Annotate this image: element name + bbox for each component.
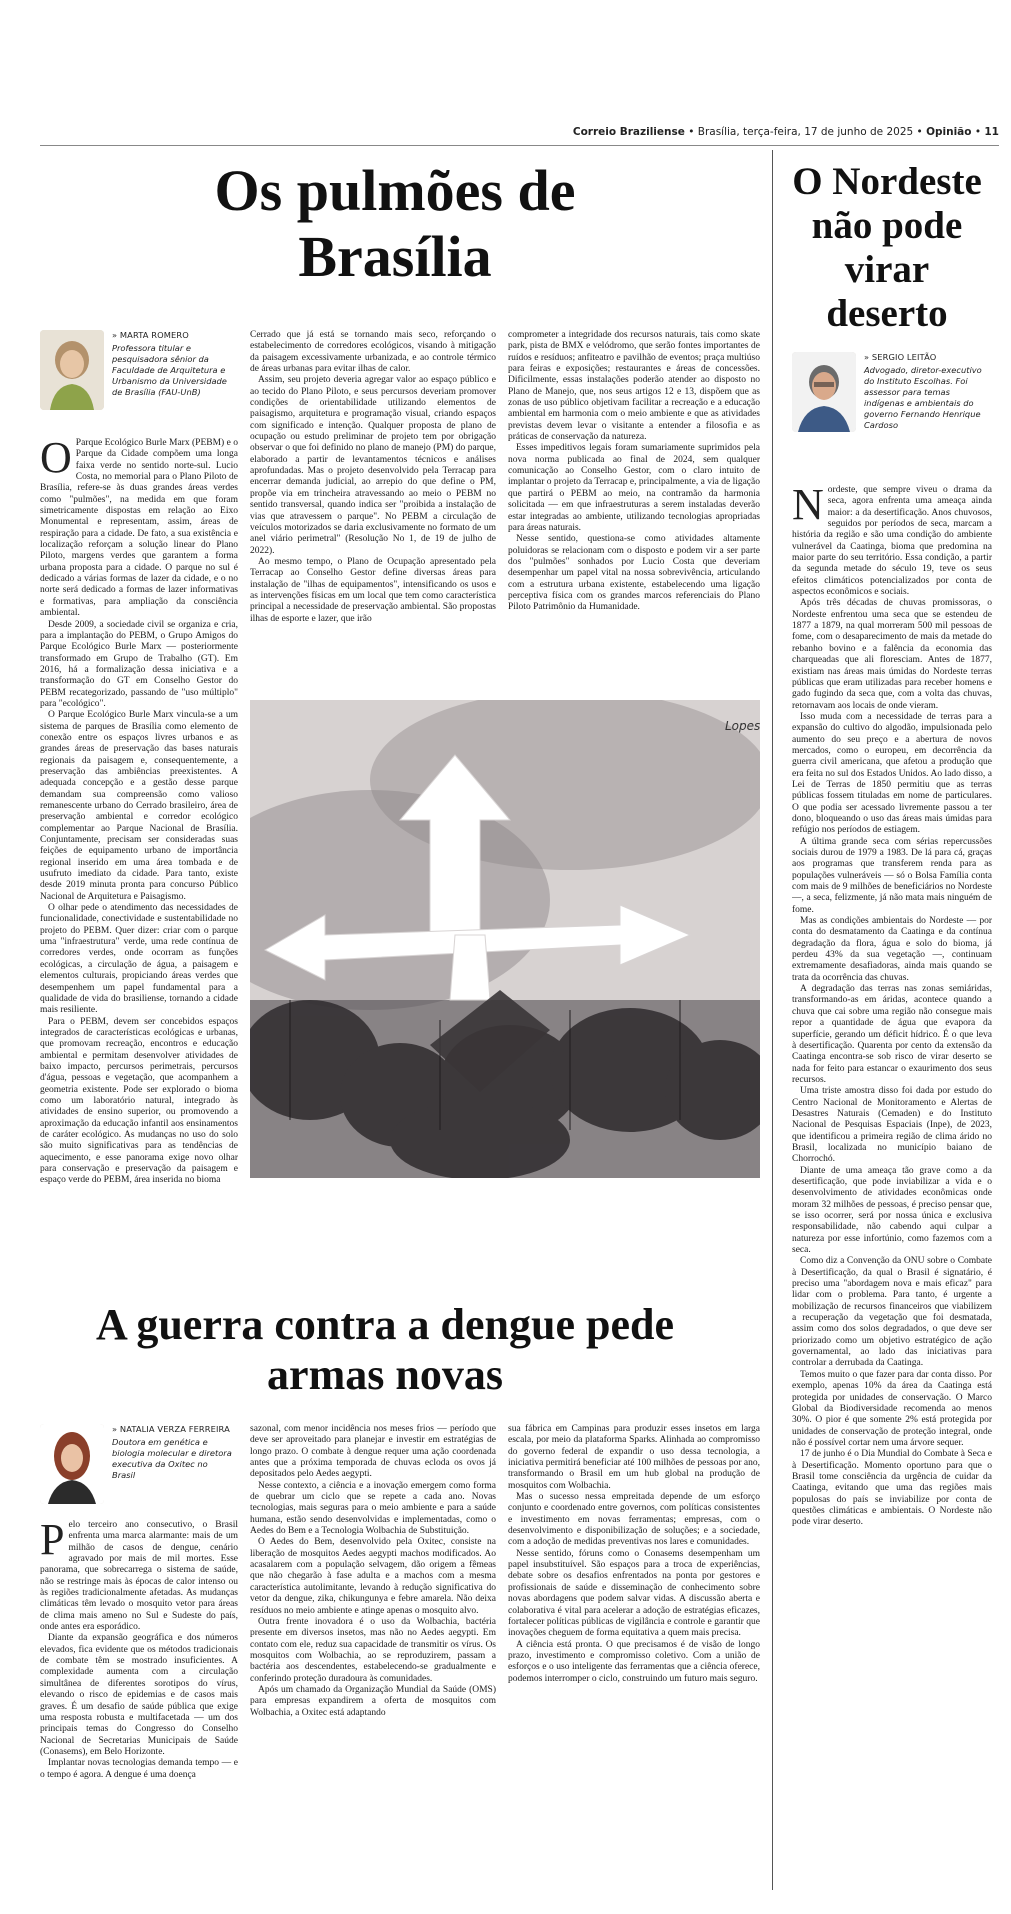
- header-separator: •: [974, 126, 982, 138]
- article-2-column-3: [508, 1424, 760, 1890]
- article-2-column-1: [40, 1520, 238, 1890]
- article-2-paragraph: A ciência está pronta. O que precisamos é de visão de longo prazo, investimento e compromisso coletivo. Com a união de esforços e o uso inteligente das ferramentas que a ciência oferece, podemos interromper o ciclo, construindo um futuro mais seguro.: [508, 1639, 760, 1684]
- article-1-paragraph: Assim, seu projeto deveria agregar valor ao espaço público e ao tecido do Plano Piloto, e seus percursos deveriam promover condições de orientabilidade utilizando elementos de paisagismo, arquitetura e programação visual, criando espaços com significado e intenção. Qualquer proposta de plano de ocupação ou estudo preliminar de projeto tem por obrigação observar o que foi definido no plano de manejo (PM) do parque, elaborado a partir de levantamentos técnicos e análises aprofundadas. Mas o projeto desenvolvido pela Terracap para encerrar demanda judicial, ao arrepio do que define o PM, propõe via em trincheira atravessando ao meio o PEBM no sentido transversal, quando indica ser "proibida a instalação de vias que atravessem o parque". No PEBM a circulação de veículos motorizados se daria exclusivamente no formato de um anel viário perimetral" (Resolução No 1, de 19 de julho de 2022).: [250, 375, 496, 556]
- article-2-paragraph: Mas o sucesso nessa empreitada depende de um esforço conjunto e coordenado entre governos, com políticas consistentes e investimento em novas ferramentas; empresas, com o desenvolvimento e disponibilização de soluções; e a sociedade, com a adoção de medidas preventivas nos lares e comunidades.: [508, 1492, 760, 1548]
- article-1-column-2: [250, 330, 496, 690]
- page-header: [40, 126, 999, 142]
- article-1-paragraph: Para o PEBM, devem ser concebidos espaços integrados de características ecológicas e urbanas, que promovam recreação, encontros e educação ambiental e permitam desenvolver atividades de baixo impacto, percursos perimetrais, percursos d'água, pessoas e vegetação, que acompanhem a geometria existente. Pode ser explorado o bioma como um laboratório natural, integrado às atividades de ensino superior, ou promovendo a aproximação da educação infantil aos ensinamentos de caráter ecológico. As mudanças no uso do solo são muito significativas para as tendências de aquecimento, e esse panorama exige novo olhar para conservação e preservação da paisagem e espaço verde do PEBM, área inserida no bioma: [40, 1016, 238, 1186]
- article-3-paragraph: 17 de junho é o Dia Mundial do Combate à Seca e à Desertificação. Momento oportuno para que o Brasil tome consciência da urgência de cuidar da Caatinga, evitando que uma das regiões mais populosas do país se inviabilize por conta de questões climáticas e ambientais. O Nordeste não pode virar deserto.: [792, 1449, 992, 1528]
- article-2-dropcap: P: [40, 1520, 65, 1564]
- author-photo-natalia: [40, 1424, 104, 1504]
- article-1-illustration: [250, 700, 760, 1178]
- article-1-paragraph: Esses impeditivos legais foram sumariamente suprimidos pela nova norma publicada ao final de 2024, sem qualquer comunicação ao Conselho Gestor, com o claro intuito de implantar o projeto da Terracap e, principalmente, a via de ligação que partirá o PEBM ao meio, na contramão da harmonia solicitada — em que infraestruturas a serem instaladas deverão estar integradas ao ambiente, utilizando tecnologias apropriadas para áreas naturais.: [508, 443, 760, 533]
- article-3-paragraph: Temos muito o que fazer para dar conta disso. Por exemplo, apenas 10% da área da Caatinga está protegida por unidades de conservação. O Marco Global da Biodiversidade recomenda ao menos 30%. O pior é que somente 2% está protegida por unidades de conservação de proteção integral, onde não é possível cortar nem uma árvore sequer.: [792, 1369, 992, 1448]
- article-3-paragraph: Isso muda com a necessidade de terras para a expansão do cultivo do algodão, impulsionada pelo aumento do seu preço e a abertura de novos mercados, como o europeu, em decorrência da guerra civil americana, que afetou a produção que era feita no sul dos Estados Unidos. Ao lado disso, a Lei de Terras de 1850 permitiu que as terras públicas fossem tituladas em nome de particulares. O que podia ser acessado livremente passou a ter dono, bloqueando o uso das áreas mais úmidas para refúgio nos períodos de estiagem.: [792, 711, 992, 836]
- article-1-column-3: [508, 330, 760, 690]
- article-1-paragraph: Parque Ecológico Burle Marx (PEBM) e o Parque da Cidade compõem uma longa faixa verde no sentido norte-sul. Lucio Costa, no memorial para o Plano Piloto de Brasília, refere-se às duas grandes áreas verdes como "pulmões", na medida em que foram simetricamente dispostas em relação ao Eixo Monumental e representam, assim, áreas de respiração para a cidade. De fato, a sua existência e localização reforçam a solução linear do Plano Piloto, margens verdes que garantem a forma urbana proposta para a cidade. O parque no sul é dedicado a várias formas de lazer da cidade, e o no norte será dedicado a formas de lazer informativas e formativas, para ampliação da consciência ambiental.: [40, 438, 238, 619]
- article-3-paragraph: Diante de uma ameaça tão grave como a da desertificação, que pode inviabilizar a vida e o desenvolvimento de atividades econômicas onde moram 32 milhões de pessoas, é preciso pensar que, se isso ocorrer, será por nossa única e exclusiva responsabilidade, não cabendo aqui culpar a natureza por esse infortúnio, como fazemos com a seca.: [792, 1165, 992, 1256]
- author-photo-sergio: [792, 352, 856, 432]
- article-2-title: A guerra contra a dengue pede armas novas: [95, 1300, 675, 1399]
- article-3-paragraph: ordeste, que sempre viveu o drama da seca, agora enfrenta uma ameaça ainda maior: a da desertificação. Anos chuvosos, seguidos por períodos de seca, marcam a história da região e são uma condição do ambiente vulnerável da Caatinga, bioma que predomina na maior parte do seu território. Essa condição, a partir da segunda metade do século 19, teve os seus efeitos climáticos potencializados por conta de aspectos econômicos e sociais.: [792, 485, 992, 598]
- article-2-paragraph: sazonal, com menor incidência nos meses frios — período que deve ser aproveitado para planejar e investir em estratégias de longo prazo. O combate à dengue requer uma ação coordenada antes que a próxima temporada de chuvas ecloda os ovos já depositados pelo Aedes aegypti.: [250, 1424, 496, 1480]
- article-2-paragraph: O Aedes do Bem, desenvolvido pela Oxitec, consiste na liberação de mosquitos Aedes aegypti machos modificados. Ao acasalarem com a população selvagem, dão origem a fêmeas que não chegarão à fase adulta e a machos com a mesma característica autolimitante, levando à redução significativa do vetor da dengue, zika, chikungunya e febre amarela. Não deixa resíduos no meio ambiente e atinge apenas o mosquito alvo.: [250, 1537, 496, 1616]
- author-name: » MARTA ROMERO: [112, 330, 189, 340]
- author-bio: Professora titular e pesquisadora sênior da Faculdade de Arquitetura e Urbanismo da Universidade de Brasília (FAU-UnB): [112, 343, 227, 397]
- article-1-author: [40, 330, 240, 420]
- header-rule: [40, 145, 999, 146]
- author-name: » SERGIO LEITÃO: [864, 352, 937, 362]
- article-3-author: [792, 352, 992, 442]
- article-3-paragraph: A degradação das terras nas zonas semiáridas, transformando-as em áridas, acontece quando a chuva que cai sobre uma região não consegue mais repor a quantidade de água que evapora da superfície, gerando um déficit hídrico. É o que leva à desertificação. Quarenta por cento da extensão da Caatinga encontra-se sob risco de virar deserto se nada for feito para estancar o exaurimento dos seus recursos.: [792, 984, 992, 1085]
- article-1-paragraph: O Parque Ecológico Burle Marx vincula-se a um sistema de parques de Brasília como elemento de conexão entre os espaços livres urbanos e as grandes áreas de preservação das bases naturais regionais da paisagem e, consequentemente, a preservação das ambiências preexistentes. A adequada concepção e a gestão desse parque demandam sua compreensão como valioso remanescente urbano do Cerrado brasileiro, área de preservação ambiental e corredor ecológico complementar ao Parque Nacional de Brasília. Conjuntamente, precisam ser consideradas suas feições de equipamento urbano de importância regional inserido em uma área tombada e de usufruto imediato da cidade. Para tanto, existe desde 2019 minuta pronta para concurso Público Nacional de Arquitetura e Paisagismo.: [40, 710, 238, 902]
- article-2-paragraph: Implantar novas tecnologias demanda tempo — e o tempo é agora. A dengue é uma doença: [40, 1758, 238, 1780]
- article-2-paragraph: elo terceiro ano consecutivo, o Brasil enfrenta uma marca alarmante: mais de um milhão de casos de dengue, cenário agravado por mais de mil mortes. Esse panorama, que sobrecarrega o sistema de saúde, não se restringe mais às épocas de calor intenso ou às regiões tradicionalmente afetadas. As mudanças climáticas têm levado o mosquito vetor para áreas de clima mais ameno no Sul e Sudeste do país, onde antes era esporádico.: [40, 1520, 238, 1633]
- article-1-paragraph: Ao mesmo tempo, o Plano de Ocupação apresentado pela Terracap ao Conselho Gestor define diversas áreas para instalação de "ilhas de equipamentos", intensificando os usos e as intervenções físicas em um local que tem como característica principal a necessidade de preservação ambiental. São propostas ilhas de esporte e lazer, que irão: [250, 556, 496, 624]
- article-2-paragraph: sua fábrica em Campinas para produzir esses insetos em larga escala, por meio da plataforma Sparks. Alinhada ao compromisso do governo federal de expandir o uso dessa tecnologia, a iniciativa permitirá beneficiar até 100 milhões de pessoas por ano, transformando o Brasil em um hub global na produção de mosquitos com Wolbachia.: [508, 1424, 760, 1491]
- illustrator-signature: Lopes: [725, 719, 760, 733]
- article-2-paragraph: Nesse sentido, fóruns como o Conasems desempenham um papel insubstituível. São espaços para a troca de experiências, debate sobre os desafios enfrentados na ponta por gestores e profissionais de saúde e disseminação de conhecimento sobre novas abordagens que podem salvar vidas. A discussão aberta e colaborativa é vital para acelerar a adoção de estratégias eficazes, fortalecer políticas públicas de vigilância e controle e garantir que inovações cheguem de forma equitativa a quem mais precisa.: [508, 1548, 760, 1639]
- article-3-title: O Nordeste não pode virar deserto: [792, 160, 982, 335]
- article-3-column: [792, 485, 992, 1890]
- article-2-column-2: [250, 1424, 496, 1890]
- article-2-paragraph: Diante da expansão geográfica e dos números elevados, fica evidente que os métodos tradicionais de combate têm se mostrado insuficientes. A complexidade aumenta com a circulação simultânea de diferentes sorotipos do vírus, elevando o risco de epidemias e de casos mais graves. É um desafio de saúde pública que exige uma resposta robusta e multifacetada — um dos principais temas do Congresso do Conselho Nacional de Secretarias Municipais de Saúde (Conasems), em Belo Horizonte.: [40, 1633, 238, 1757]
- section-name: Opinião: [926, 126, 972, 138]
- author-photo-marta: [40, 330, 104, 410]
- newspaper-name: Correio Braziliense: [572, 126, 685, 138]
- article-3-paragraph: Uma triste amostra disso foi dada por estudo do Centro Nacional de Monitoramento e Alertas de Desastres Naturais (Cemaden) e do Instituto Nacional de Pesquisas Espaciais (Inpe), de 2023, que identificou a primeira região de clima árido no Brasil, localizada no município baiano de Chorrochó.: [792, 1086, 992, 1165]
- author-bio: Doutora em genética e biologia molecular e diretora executiva da Oxitec no Brasil: [112, 1437, 232, 1480]
- article-3-paragraph: A última grande seca com sérias repercussões sociais durou de 1979 a 1983. De lá para cá, graças aos programas que transferem renda para as populações vulneráveis — só o Bolsa Família conta com mais de 9 milhões de beneficiários no Nordeste —, a seca, felizmente, já não mata mais ninguém de fome.: [792, 836, 992, 915]
- article-2-paragraph: Após um chamado da Organização Mundial da Saúde (OMS) para empresas expandirem a oferta de mosquitos com Wolbachia, a Oxitec está adaptando: [250, 1684, 496, 1718]
- article-1-paragraph: Cerrado que já está se tornando mais seco, reforçando o estabelecimento de corredores ecológicos, visando à mitigação da paisagem excessivamente urbanizada, e ao controle térmico de áreas urbanas para evitar ilhas de calor.: [250, 330, 496, 375]
- column-divider: [772, 150, 773, 1890]
- article-3-paragraph: Mas as condições ambientais do Nordeste — por conta do desmatamento da Caatinga e da contínua degradação da flora, água e solo do bioma, já perdeu 43% da sua vegetação —, continuam extremamente desafiadoras, ainda mais quando se trata da ocorrência das chuvas.: [792, 916, 992, 983]
- article-1-paragraph: Desde 2009, a sociedade civil se organiza e cria, para a implantação do PEBM, o Grupo Amigos do Parque Ecológico Burle Marx — posteriormente transformado em Grupo de Trabalho (GT). Em 2016, há a formalização dessa iniciativa e a transformação do GT em Conselho Gestor do PEBM recategorizado, passando de "uso múltiplo" para "ecológico".: [40, 619, 238, 709]
- article-2-paragraph: Outra frente inovadora é o uso da Wolbachia, bactéria presente em diversos insetos, mas não no Aedes aegypti. Em contato com ele, reduz sua capacidade de transmitir os vírus. Os mosquitos com Wolbachia, ao se reproduzirem, passam a bactéria aos descendentes, estabelecendo-se gradualmente e conferindo proteção duradoura às comunidades.: [250, 1616, 496, 1684]
- article-1-dropcap: O: [40, 438, 72, 482]
- dateline: • Brasília, terça-feira, 17 de junho de 2025 •: [688, 126, 923, 138]
- article-3-paragraph: Após três décadas de chuvas promissoras, o Nordeste enfrentou uma seca que se estendeu de 1877 a 1879, na qual morreram 500 mil pessoas de fome, com o desaparecimento de mais da metade do rebanho bovino e a falência da economia das charqueadas que ali floresciam. Antes de 1877, existiam nas áreas mais úmidas do Nordeste terras públicas que eram utilizadas para receber homens e gado fugindo da seca que, com a volta das chuvas, retornavam aos locais de onde vieram.: [792, 598, 992, 711]
- author-name: » NATALIA VERZA FERREIRA: [112, 1424, 230, 1434]
- article-1-paragraph: O olhar pede o atendimento das necessidades de funcionalidade, conectividade e sustentabilidade no projeto do PEBM. Quer dizer: criar com o parque uma "infraestrutura" verde, uma rede contínua de corredores verdes, onde ocorram as funções ecológicas, a circulação de água, a paisagem e elementos culturais, propiciando áreas verdes que desempenhem um papel fundamental para a qualidade de vida do brasiliense, tornando a cidade mais resiliente.: [40, 903, 238, 1016]
- page-number: 11: [984, 126, 999, 138]
- article-2-author: [40, 1424, 240, 1504]
- article-3-paragraph: Como diz a Convenção da ONU sobre o Combate à Desertificação, da qual o Brasil é signatário, é preciso uma "abordagem nova e mais eficaz" para lidar com o problema. Para tanto, é urgente a mobilização de recursos financeiros que viabilizem a recuperação da vegetação que foi desmatada, assim como dos solos degradados, o que deve ser priorizado como um objetivo estratégico de ação governamental, ao lado das iniciativas para controlar a derrubada da Caatinga.: [792, 1256, 992, 1369]
- article-3-dropcap: N: [792, 485, 824, 529]
- article-1-paragraph: Nesse sentido, questiona-se como atividades altamente poluidoras se relacionam com o disposto e podem vir a ser parte dos "pulmões" sonhados por Lucio Costa que deveriam desempenhar um papel vital na nossa sobrevivência, articulando com a estrutura urbana existente, estabelecendo uma ligação perceptiva física com os grandes marcos referenciais do Plano Piloto Patrimônio da Humanidade.: [508, 534, 760, 613]
- author-bio: Advogado, diretor-executivo do Instituto Escolhas. Foi assessor para temas indígenas e ambientais do governo Fernando Henrique Cardoso: [864, 365, 982, 430]
- article-1-title: Os pulmões de Brasília: [214, 158, 576, 289]
- article-1-column-1: [40, 438, 238, 1200]
- article-1-paragraph: comprometer a integridade dos recursos naturais, tais como skate park, pista de BMX e velódromo, que serão fontes importantes de ruídos e resíduos; anfiteatro e pavilhão de eventos; praça multiúso para feiras e exposições; restaurantes e áreas de concessões. Dificilmente, essas instalações poderão atender ao disposto no Plano de Manejo, que, nos seus artigos 12 e 13, dispõem que as zonas de uso público objetivam facilitar a recreação e a educação ambiental em harmonia com o meio ambiente e que as atividades previstas devem levar o visitante a entender a filosofia e as práticas de conservação da natureza.: [508, 330, 760, 443]
- article-2-paragraph: Nesse contexto, a ciência e a inovação emergem como forma de quebrar um ciclo que se repete a cada ano. Novas tecnologias, mais seguras para o meio ambiente e para a saúde humana, estão sendo desenvolvidas e implementadas, como o Aedes do Bem e a Tecnologia Wolbachia de Substituição.: [250, 1480, 496, 1537]
